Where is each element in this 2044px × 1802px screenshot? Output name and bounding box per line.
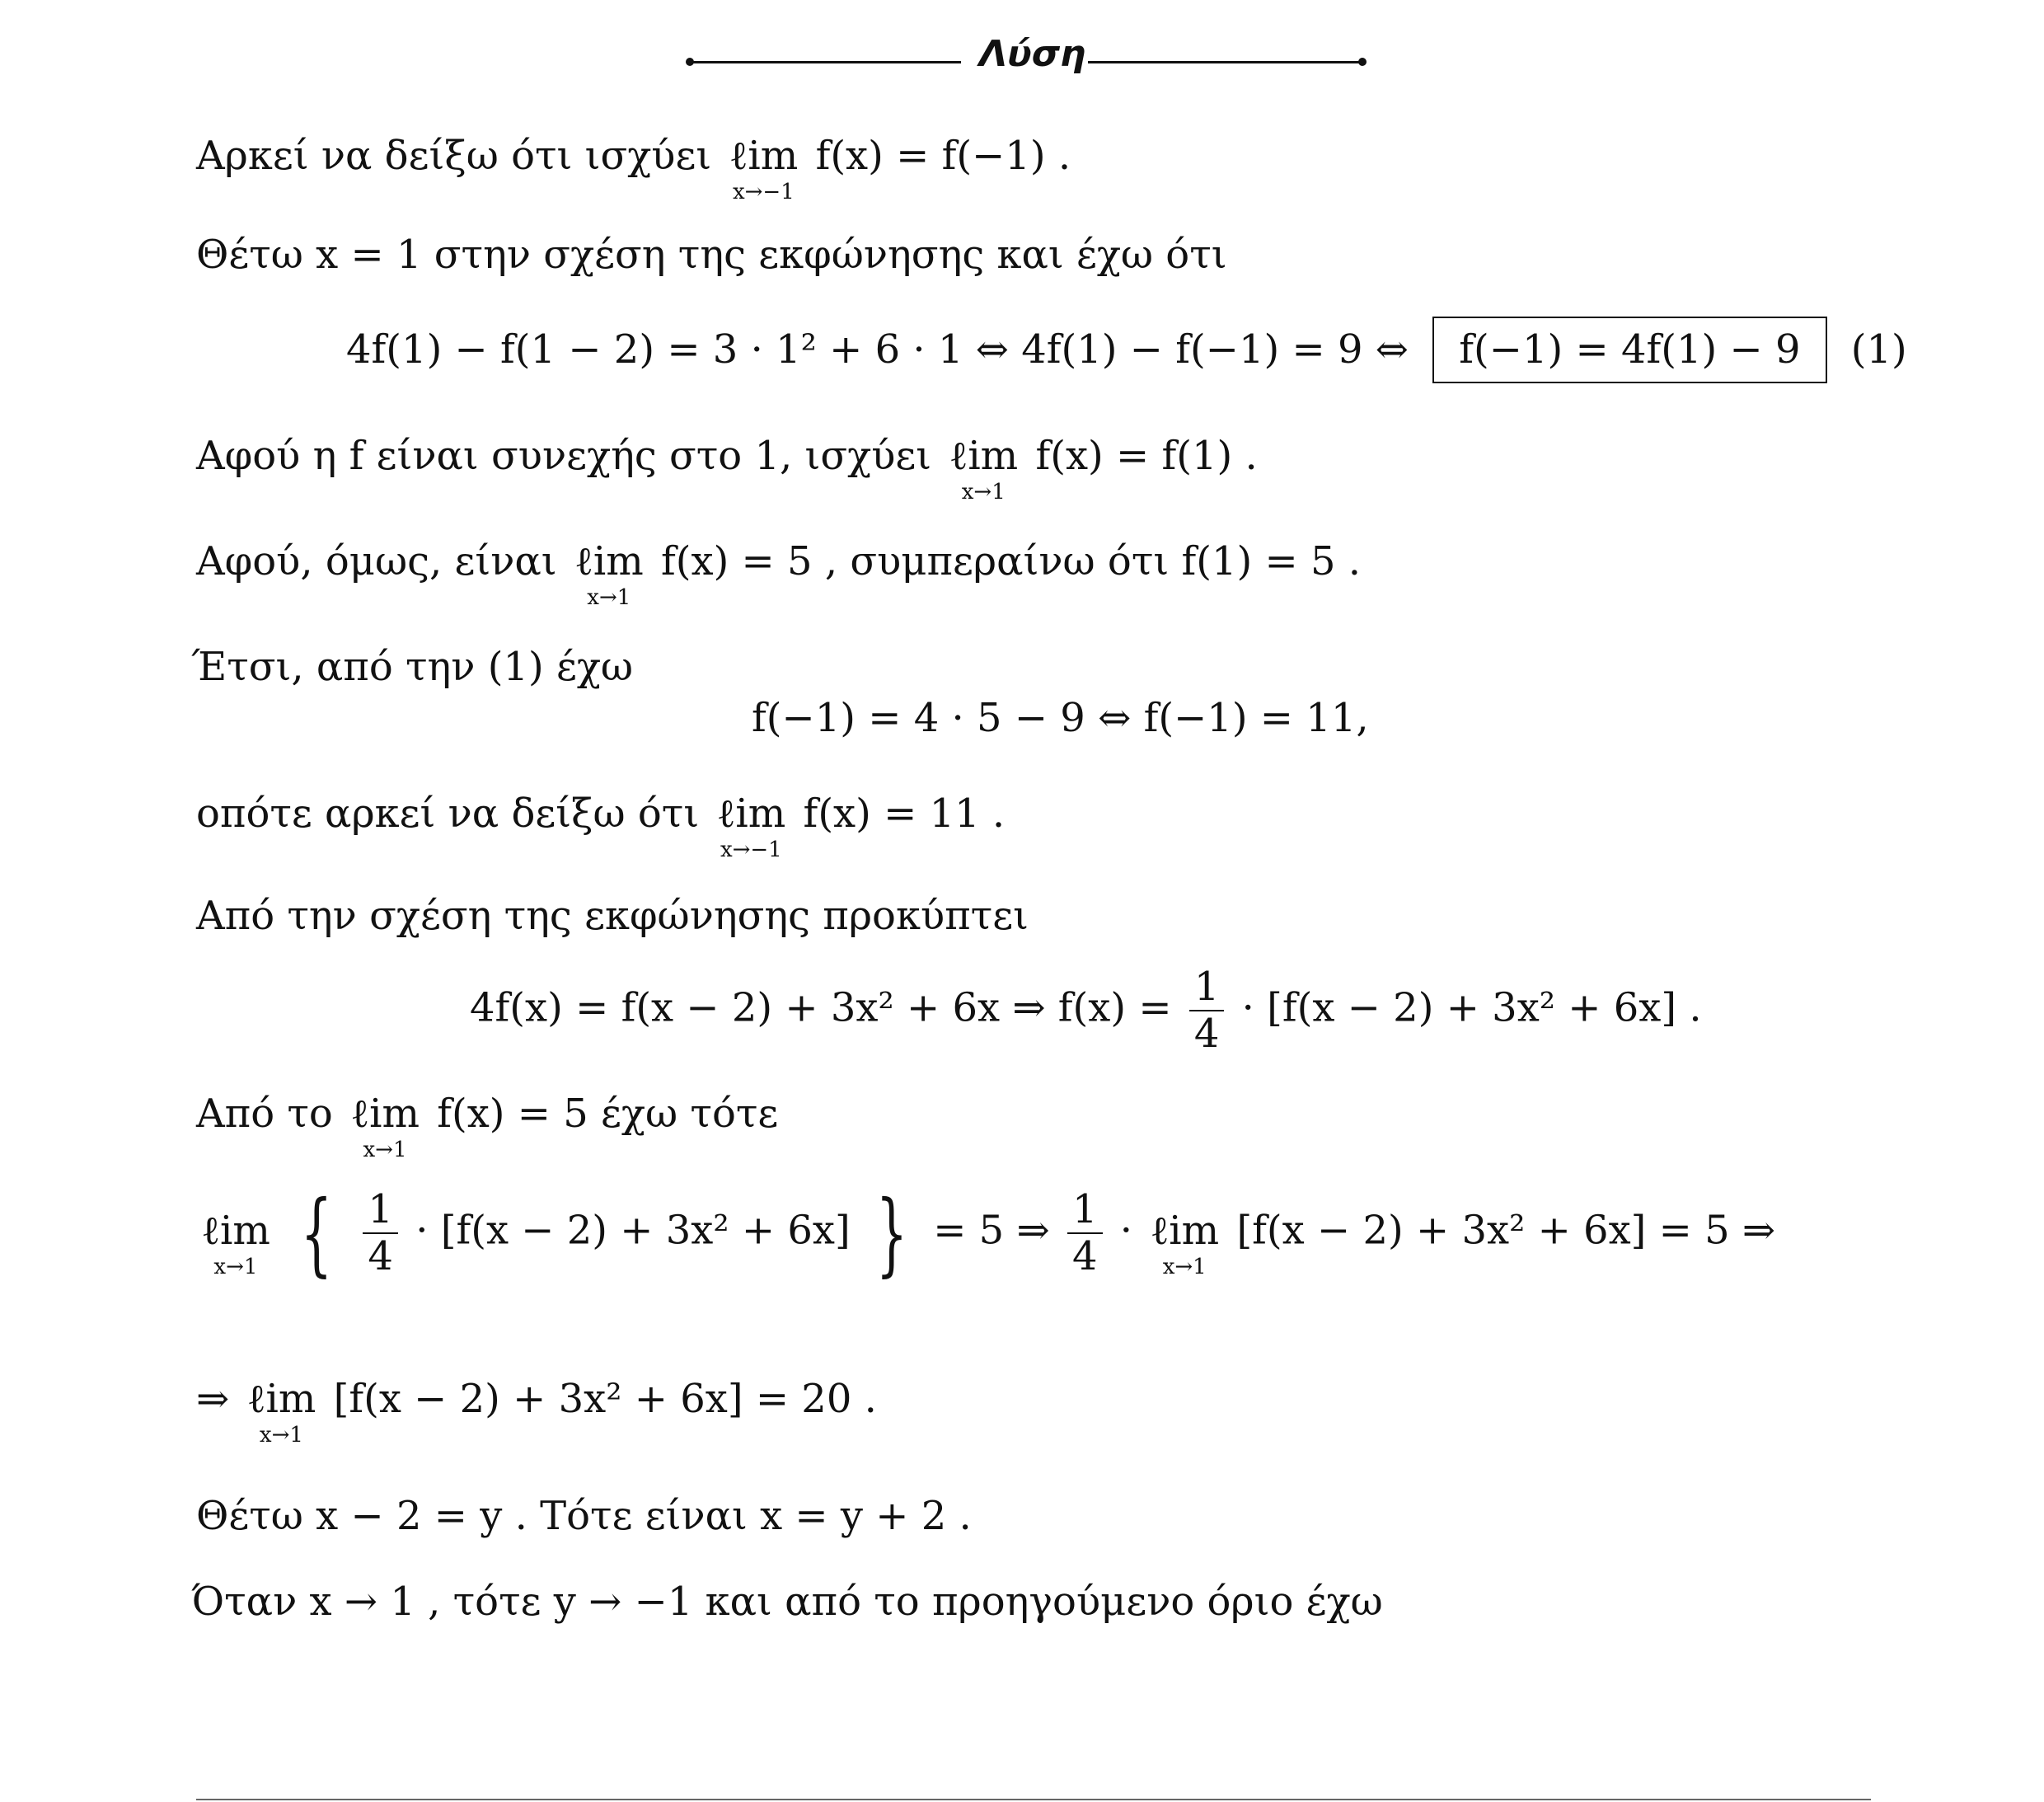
line-6-expression: f(x) = 11 . — [803, 791, 1006, 837]
equation-1 — [346, 317, 1907, 383]
fraction-denominator: 4 — [368, 1233, 393, 1280]
limit-operator: ℓim x→−1 — [716, 791, 786, 863]
statement-line-9: Θέτω x − 2 = y . Τότε είναι x = y + 2 . — [196, 1493, 972, 1539]
fraction-denominator: 4 — [1193, 1011, 1220, 1058]
fraction-denominator: 4 — [1071, 1233, 1098, 1280]
statement-line-2: Θέτω x = 1 στην σχέση της εκφώνησης και έχω ότι — [196, 232, 1227, 278]
equation-1-boxed-result: f(−1) = 4f(1) − 9 — [1432, 317, 1826, 383]
implies-arrow: ⇒ — [196, 1376, 230, 1422]
limit-operator-2: ℓim x→1 — [1150, 1207, 1220, 1280]
limit-operator: ℓim x→1 — [574, 538, 644, 611]
equation-4-right: [f(x − 2) + 3x² + 6x] = 5 ⇒ — [1236, 1207, 1776, 1254]
limit-operator: ℓim x→1 — [949, 433, 1019, 505]
limit-operator: ℓim x→1 — [201, 1207, 270, 1280]
line-3-expression: f(x) = f(1) . — [1035, 433, 1258, 479]
statement-line-10: Όταν x → 1 , τότε y → −1 και από το προηγούμενο όριο έχω — [191, 1579, 1383, 1625]
statement-line-7: Από την σχέση της εκφώνησης προκύπτει — [196, 893, 1029, 939]
fraction-one-quarter-2 — [1067, 1187, 1103, 1279]
line-3-text: Αφού η f είναι συνεχής στο 1, ισχύει — [196, 433, 932, 479]
limit-operator: ℓim x→1 — [350, 1091, 420, 1163]
equation-4-middle: = 5 ⇒ — [933, 1207, 1050, 1254]
page-bottom-rule — [196, 1799, 1871, 1800]
fraction-one-quarter — [1189, 964, 1225, 1057]
title-rule-left — [689, 61, 961, 63]
multiplication-dot: · — [1119, 1207, 1133, 1254]
line-1-expression: f(x) = f(−1) . — [815, 133, 1071, 179]
equation-2: f(−1) = 4 · 5 − 9 ⇔ f(−1) = 11, — [752, 695, 1369, 741]
equation-5-expression: [f(x − 2) + 3x² + 6x] = 20 . — [333, 1376, 877, 1422]
limit-subscript: x→−1 — [732, 180, 795, 205]
fraction-numerator: 1 — [363, 1187, 398, 1234]
limit-operator: ℓim x→1 — [246, 1376, 316, 1448]
equation-3 — [470, 964, 1702, 1057]
limit-subscript: x→1 — [1162, 1255, 1207, 1280]
statement-line-4 — [196, 536, 1361, 611]
fraction-numerator: 1 — [1189, 964, 1225, 1011]
limit-subscript: x→1 — [213, 1255, 258, 1280]
solution-heading: Λύση — [979, 33, 1086, 75]
open-brace: { — [300, 1180, 333, 1287]
line-4-expression: f(x) = 5 , συμπεραίνω ότι f(1) = 5 . — [661, 538, 1361, 584]
line-4-text: Αφού, όμως, είναι — [196, 538, 557, 584]
limit-subscript: x→1 — [363, 1138, 407, 1163]
fraction-numerator: 1 — [1067, 1187, 1103, 1234]
equation-1-tag: (1) — [1850, 326, 1907, 373]
line-8-expression: f(x) = 5 έχω τότε — [437, 1091, 779, 1137]
statement-line-6 — [196, 788, 1006, 863]
equation-1-left: 4f(1) − f(1 − 2) = 3 · 1² + 6 · 1 ⇔ 4f(1) − f(−1) = 9 ⇔ — [346, 326, 1409, 373]
limit-subscript: x→1 — [587, 585, 631, 611]
title-rule-right-dot — [1358, 58, 1367, 66]
limit-subscript: x→−1 — [720, 838, 782, 863]
statement-line-8 — [196, 1088, 779, 1163]
equation-5 — [196, 1373, 877, 1448]
line-8-text: Από το — [196, 1091, 333, 1137]
statement-line-3 — [196, 430, 1258, 505]
equation-4 — [196, 1180, 1776, 1287]
line-6-text: οπότε αρκεί να δείξω ότι — [196, 791, 700, 837]
equation-4-inner: · [f(x − 2) + 3x² + 6x] — [415, 1207, 851, 1254]
close-brace: } — [875, 1180, 908, 1287]
statement-line-5: Έτσι, από την (1) έχω — [191, 644, 634, 690]
fraction-one-quarter — [363, 1187, 398, 1279]
limit-subscript: x→1 — [259, 1423, 303, 1448]
equation-3-right: · [f(x − 2) + 3x² + 6x] . — [1241, 984, 1702, 1031]
limit-operator: ℓim x→−1 — [729, 133, 799, 205]
line-1-text: Αρκεί να δείξω ότι ισχύει — [196, 133, 712, 179]
title-rule-right — [1088, 61, 1362, 63]
statement-line-1 — [196, 130, 1071, 205]
equation-3-left: 4f(x) = f(x − 2) + 3x² + 6x ⇒ f(x) = — [470, 984, 1172, 1031]
limit-subscript: x→1 — [961, 480, 1006, 505]
